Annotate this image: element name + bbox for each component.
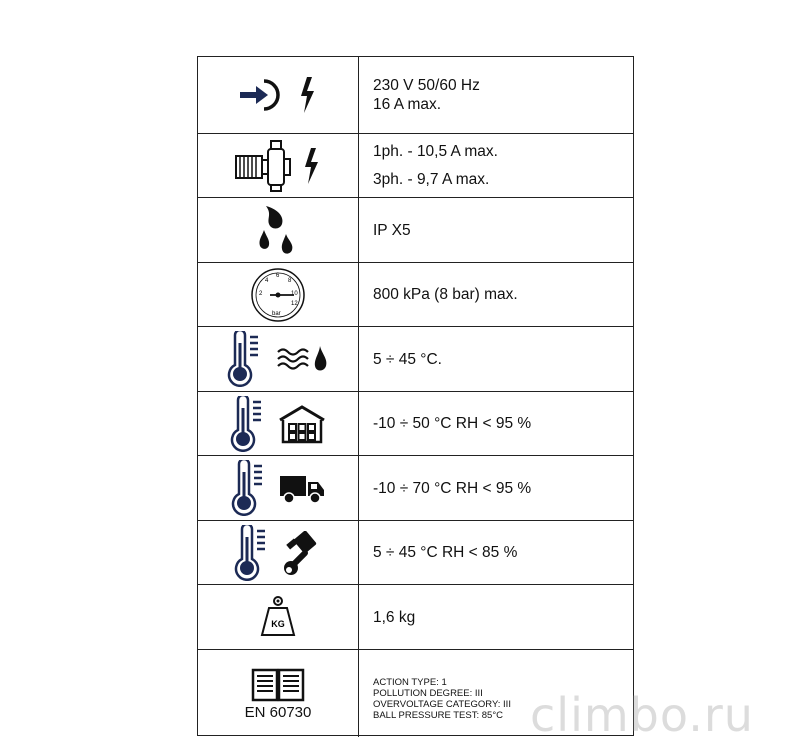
- icon-cell: [198, 650, 359, 737]
- water-liquid-icon: [276, 344, 330, 374]
- pressure-gauge-icon: [250, 267, 306, 323]
- spec-text: [359, 263, 633, 326]
- spec-line: 230 V 50/60 Hz: [373, 77, 480, 94]
- lightning-icon: [302, 148, 322, 184]
- spec-line: IP X5: [373, 221, 411, 239]
- icon-cell: [198, 198, 359, 262]
- spec-row-protection: [198, 198, 633, 263]
- standard-label: EN 60730: [244, 704, 312, 721]
- weight-label: KG: [271, 619, 285, 629]
- spec-line: 1,6 kg: [373, 608, 416, 626]
- thermometer-icon: [233, 525, 273, 581]
- manual-book-icon: [251, 666, 305, 702]
- spec-line: OVERVOLTAGE CATEGORY: III: [373, 699, 511, 710]
- spec-row-storage: [198, 392, 633, 456]
- spec-line: POLLUTION DEGREE: III: [373, 688, 483, 699]
- gauge-tick: 4: [265, 277, 269, 284]
- spec-text: [359, 521, 633, 584]
- gauge-tick: 2: [259, 290, 263, 297]
- thermometer-icon: [229, 396, 269, 452]
- icon-cell: [198, 585, 359, 649]
- truck-icon: [278, 472, 326, 504]
- spec-row-current: [198, 134, 633, 198]
- spec-line: 1ph. - 10,5 A max.: [373, 143, 498, 160]
- icon-cell: [198, 134, 359, 197]
- spec-line: 800 kPa (8 bar) max.: [373, 286, 518, 303]
- spec-text: [359, 57, 633, 133]
- weight-icon: [258, 595, 298, 639]
- spec-text: [359, 327, 633, 391]
- icon-cell: [198, 456, 359, 520]
- spec-text: [359, 392, 633, 455]
- thermometer-icon: [226, 331, 266, 387]
- icon-cell: [198, 392, 359, 455]
- spec-line: -10 ÷ 70 °C RH < 95 %: [373, 479, 532, 497]
- pump-motor-icon: [234, 139, 294, 193]
- spec-line: -10 ÷ 50 °C RH < 95 %: [373, 415, 532, 432]
- spec-text: [359, 456, 633, 520]
- lightning-icon: [298, 77, 318, 113]
- water-drops-icon: [258, 204, 298, 256]
- gauge-tick: 12: [291, 300, 298, 307]
- spec-row-pressure: [198, 263, 633, 327]
- spec-text: [359, 134, 633, 197]
- icon-cell: [198, 521, 359, 584]
- spec-row-weight: [198, 585, 633, 650]
- spec-line: 3ph. - 9,7 A max.: [373, 171, 490, 188]
- spec-text: [359, 198, 633, 262]
- spec-row-liquid-temp: [198, 327, 633, 392]
- spec-row-supply: [198, 57, 633, 134]
- spec-row-installation: [198, 521, 633, 585]
- gauge-tick: 8: [288, 277, 292, 284]
- spec-line: 5 ÷ 45 °C.: [373, 350, 442, 368]
- spec-line: ACTION TYPE: 1: [373, 677, 447, 688]
- icon-cell: [198, 327, 359, 391]
- thermometer-icon: [230, 460, 270, 516]
- spec-line: 5 ÷ 45 °C RH < 85 %: [373, 544, 518, 561]
- spec-line: 16 A max.: [373, 96, 442, 113]
- watermark: climbo.ru: [530, 688, 754, 742]
- spec-row-transport: [198, 456, 633, 521]
- gauge-tick: 6: [276, 272, 280, 279]
- spec-table: [197, 56, 634, 736]
- gauge-tick: 10: [291, 290, 298, 297]
- icon-cell: [198, 263, 359, 326]
- warehouse-icon: [277, 404, 327, 444]
- gauge-unit: bar: [272, 310, 281, 317]
- wrench-icon: [283, 531, 323, 575]
- icon-cell: [198, 57, 359, 133]
- spec-text: [359, 585, 633, 649]
- power-input-icon: [238, 75, 284, 115]
- spec-line: BALL PRESSURE TEST: 85°C: [373, 710, 503, 721]
